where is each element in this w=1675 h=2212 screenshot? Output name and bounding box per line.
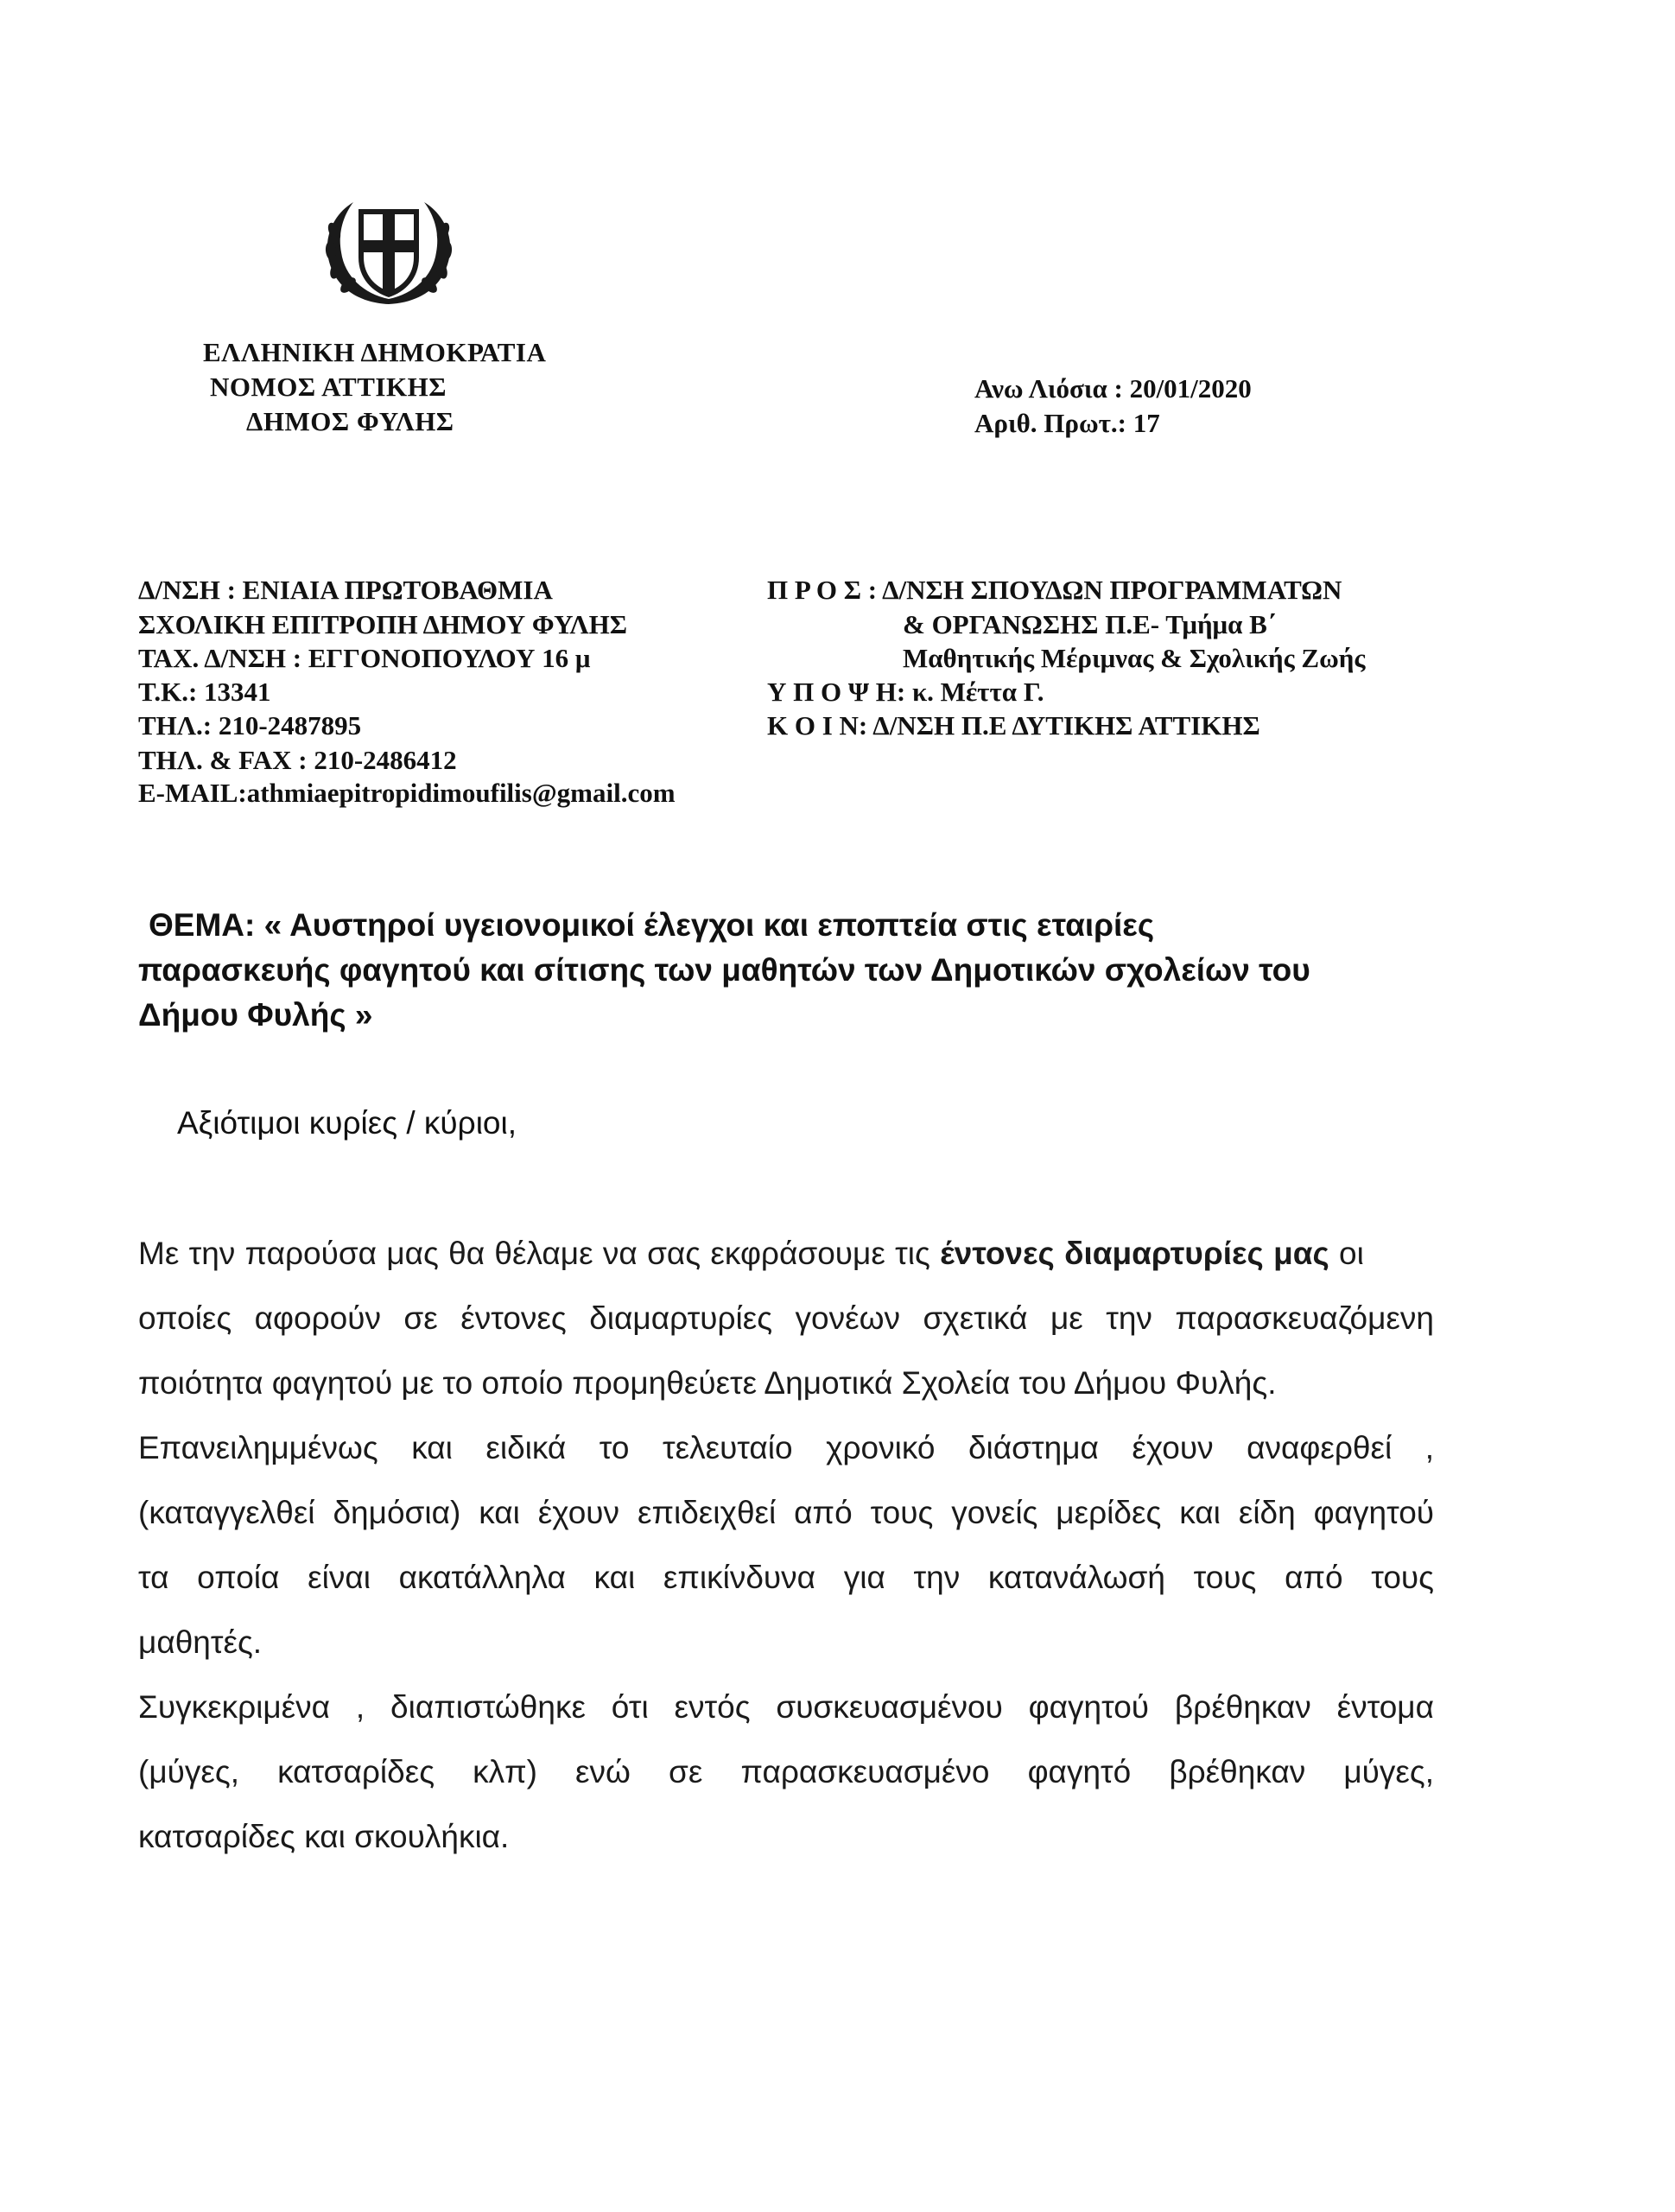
sender-phone: ΤΗΛ.: 210-2487895 (138, 710, 362, 741)
letter-greeting: Αξιότιμοι κυρίες / κύριοι, (177, 1105, 517, 1141)
sender-committee: ΣΧΟΛΙΚΗ ΕΠΙΤΡΟΠΗ ΔΗΜΟΥ ΦΥΛΗΣ (138, 609, 627, 639)
recipient-attention: Υ Π Ο Ψ Η: κ. Μέττα Γ. (767, 677, 1044, 707)
municipality-name: ΔΗΜΟΣ ΦΥΛΗΣ (246, 406, 454, 436)
state-name: ΕΛΛΗΝΙΚΗ ΔΗΜΟΚΡΑΤΙΑ (203, 337, 547, 367)
letter-body (138, 1221, 1434, 1869)
body-line-2: οποίες αφορούν σε έντονες διαμαρτυρίες γονέων σχετικά με την παρασκευαζόμενη (138, 1300, 1434, 1336)
body-line-8: Συγκεκριμένα , διαπιστώθηκε ότι εντός συσκευασμένου φαγητού βρέθηκαν έντομα (138, 1689, 1434, 1725)
body-line-1-start: Με την παρούσα μας θα θέλαμε να σας εκφράσουμε τις (138, 1236, 941, 1271)
greek-state-emblem (315, 197, 462, 308)
body-line-6: τα οποία είναι ακατάλληλα και επικίνδυνα για την κατανάλωσή τους από τους (138, 1560, 1434, 1595)
recipient-cc: Κ Ο Ι Ν: Δ/ΝΣΗ Π.Ε ΔΥΤΙΚΗΣ ΑΤΤΙΚΗΣ (767, 710, 1260, 741)
recipient-to: Π Ρ Ο Σ : Δ/ΝΣΗ ΣΠΟΥΔΩΝ ΠΡΟΓΡΑΜΜΑΤΩΝ (767, 575, 1342, 605)
body-line-1 (138, 1221, 1434, 1286)
prefecture-name: ΝΟΜΟΣ ΑΤΤΙΚΗΣ (210, 372, 447, 402)
body-line-5: (καταγγελθεί δημόσια) και έχουν επιδειχθεί από τους γονείς μερίδες και είδη φαγητού (138, 1495, 1434, 1530)
sender-email: E-MAIL:athmiaepitropidimoufilis@gmail.com (138, 778, 676, 808)
recipient-org: & ΟΡΓΑΝΩΣΗΣ Π.Ε- Τμήμα Β΄ (903, 609, 1277, 639)
body-emphasis: έντονες διαμαρτυρίες μας (940, 1236, 1329, 1271)
body-line-7: μαθητές. (138, 1624, 263, 1660)
letter-subject (138, 903, 1451, 1038)
sender-fax: ΤΗΛ. & FAX : 210-2486412 (138, 745, 457, 775)
body-line-10: κατσαρίδες και σκουλήκια. (138, 1819, 510, 1854)
sender-directorate: Δ/ΝΣΗ : ΕΝΙΑΙΑ ΠΡΩΤΟΒΑΘΜΙΑ (138, 575, 553, 605)
body-line-3: ποιότητα φαγητού με το οποίο προμηθεύετε Δημοτικά Σχολεία του Δήμου Φυλής. (138, 1365, 1277, 1401)
protocol-number: Αριθ. Πρωτ.: 17 (974, 408, 1160, 438)
subject-line-2: παρασκευής φαγητού και σίτισης των μαθητών των Δημοτικών σχολείων του (138, 952, 1310, 988)
recipient-dept: Μαθητικής Μέριμνας & Σχολικής Ζωής (903, 643, 1366, 673)
place-date: Ανω Λιόσια : 20/01/2020 (974, 373, 1252, 404)
body-line-4: Επανειλημμένως και ειδικά το τελευταίο χρονικό διάστημα έχουν αναφερθεί , (138, 1430, 1434, 1465)
body-line-9: (μύγες, κατσαρίδες κλπ) ενώ σε παρασκευασμένο φαγητό βρέθηκαν μύγες, (138, 1754, 1434, 1789)
body-line-1-end: οι (1329, 1236, 1364, 1271)
sender-address: ΤΑΧ. Δ/ΝΣΗ : ΕΓΓΟΝΟΠΟΥΛΟΥ 16 μ (138, 643, 591, 673)
subject-line-3: Δήμου Φυλής » (138, 997, 373, 1033)
subject-line-1: ΘΕΜΑ: « Αυστηροί υγειονομικοί έλεγχοι και εποπτεία στις εταιρίες (149, 907, 1155, 943)
sender-postal-code: Τ.Κ.: 13341 (138, 677, 271, 707)
